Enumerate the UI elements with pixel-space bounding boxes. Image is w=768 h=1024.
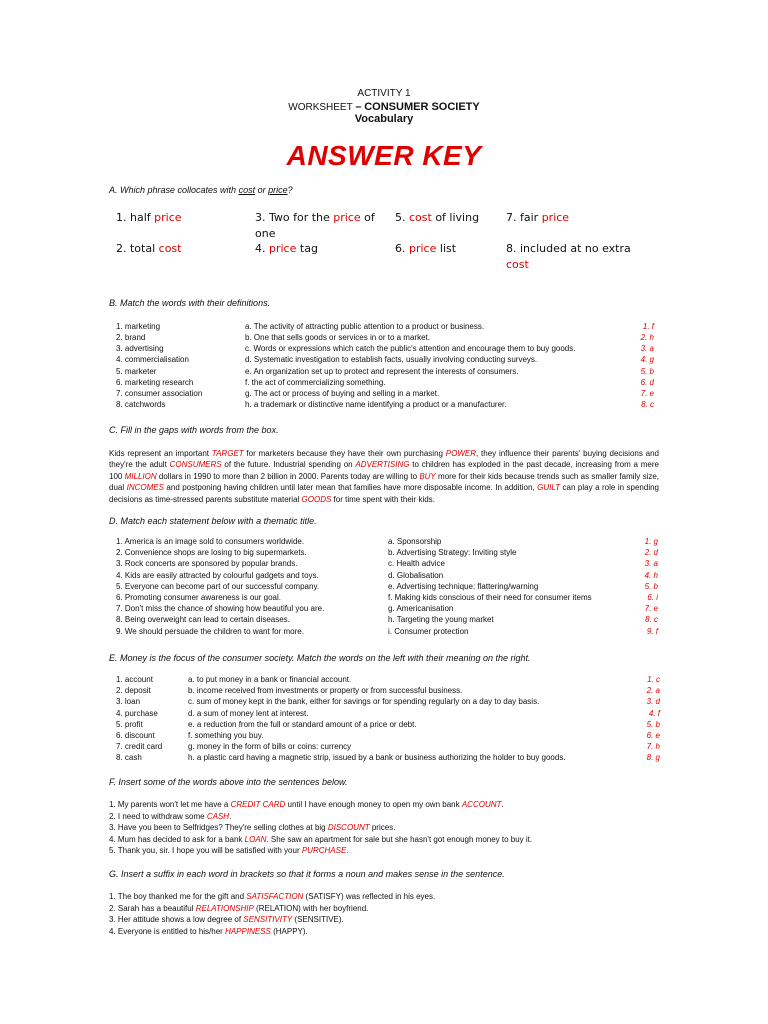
statement-row-answer: 4. h [644,570,658,580]
paragraph-text: and postponing having children until later mean that families have more disposable income. In addition, [163,483,538,493]
definition-row-left: 1. marketing [116,322,161,331]
statement-row-left: 7. Don't miss the chance of showing how beautiful you are. [116,604,325,614]
statement-row-left: 8. Being overweight can lead to certain diseases. [116,615,290,625]
statement-row-right: c. Health advice [388,559,445,569]
suffix-sentence [109,926,308,937]
paragraph-text: more for their kids because trends such as smaller family size, dual [109,471,660,493]
statement-row [0,592,768,603]
money-row [0,708,768,719]
definition-row-answer: 7. e [640,388,654,398]
section-a-question [109,185,293,195]
gap-answer: TARGET [211,449,244,458]
insert-sentence-answer: ACCOUNT [461,800,502,809]
section-a-or: or [255,185,269,195]
definition-row-answer: 2. h [640,333,654,343]
collocation-answer: price [269,242,297,255]
statement-row [0,581,768,592]
paragraph-text: dollars in 1990 to more than 2 billion in 2000. Parents today are willing to [156,471,420,481]
money-row [0,696,768,707]
suffix-sentence-answer: SENSITIVITY [243,915,293,925]
definition-row-right: e. An organization set up to protect and represent the interests of consumers. [245,366,519,376]
definition-row-answer: 6. d [640,377,654,387]
insert-sentence-text: 5. Thank you, sir. I hope you will be satisfied with your [109,846,302,856]
insert-sentence [109,811,231,822]
collocation-text-end: list [436,242,457,255]
insert-sentence-text: until I have enough money to open my own bank [285,800,462,809]
money-row [0,752,768,763]
insert-sentence [109,845,349,856]
definition-row-left: 5. marketer [116,366,157,376]
statement-row-right: d. Globalisation [388,570,444,580]
collocation-text: 7. fair [506,211,542,224]
insert-sentence-text: prices. [369,823,396,833]
definition-row-right: f. the act of commercializing something. [245,377,386,387]
section-a-question-mark: ? [287,185,293,195]
statement-row-answer: 6. i [647,593,658,602]
insert-sentence-answer: CASH [206,811,230,821]
insert-sentence-text: 1. My parents won't let me have a [109,800,231,809]
definition-row-left: 3. advertising [116,344,164,354]
money-row-answer: 4. f [648,708,660,718]
consumer-society-label: CONSUMER SOCIETY [364,101,480,113]
collocation-text: 8. included at no extra [506,242,631,255]
section-e-question: E. Money is the focus of the consumer society. Match the words on the left with their meaning on the right. [109,653,531,663]
insert-sentence-answer: CREDIT CARD [230,800,286,809]
money-row-right: c. sum of money kept in the bank, either for savings or for spending regularly on a day to day basis. [188,697,540,707]
collocation-item [116,210,256,226]
money-row-right: b. income received from investments or property or from successful business. [188,686,463,696]
statement-row-right: e. Advertising technique: flattering/warning [388,581,539,591]
money-row-left: 2. deposit [116,686,151,696]
worksheet-title [0,101,768,113]
paragraph-text: can play a role in spending decisions as time-stressed parents substitute material [109,483,659,504]
insert-sentence-text: . [229,811,232,821]
money-row-answer: 6. e [646,731,660,740]
money-row-answer: 8. g [646,753,660,763]
collocation-text: 1. half [116,211,155,224]
suffix-sentence-text: 1. The boy thanked me for the gift and [109,892,247,901]
collocation-item [255,210,383,242]
gap-answer: BUY [419,471,436,481]
insert-sentence-answer: DISCOUNT [327,823,370,833]
definition-row-answer: 4. g [640,355,654,365]
definition-row [0,399,768,410]
definition-row-answer: 8. c [641,400,654,410]
section-a-price-word: price [268,185,288,195]
suffix-sentence-answer: HAPPINESS [225,926,271,936]
definition-row-left: 8. catchwords [116,400,166,410]
statement-row-left: 5. Everyone can become part of our successful company. [116,581,320,591]
collocation-item [116,241,256,257]
statement-row-right: b. Advertising Strategy: Inviting style [388,548,517,558]
suffix-sentence [109,914,344,925]
insert-sentence [109,834,532,845]
definition-row [0,377,768,388]
statement-row-answer: 8. c [645,615,658,625]
definition-row-answer: 3. a [640,344,654,354]
money-row-right: a. to put money in a bank or financial account. [188,675,352,684]
definition-row [0,321,768,332]
insert-sentence-text: . [501,800,504,809]
collocation-text: 5. [395,211,409,224]
insert-sentence-text: . [346,846,349,856]
insert-sentence [109,799,504,810]
statement-row [0,614,768,625]
paragraph-text: of the future. Industrial spending on [221,460,356,470]
statement-row-right: i. Consumer protection [388,626,469,636]
collocation-answer: price [541,211,570,224]
collocation-item [255,241,383,257]
paragraph-text: to children has exploded in the past decade, increasing from a mere 100 [109,460,659,481]
money-row-left: 3. loan [116,697,141,707]
gap-answer: GOODS [301,494,332,504]
statement-row-left: 9. We should persuade the children to want for more. [116,626,304,636]
money-row-right: g. money in the form of bills or coins: currency [188,742,352,752]
section-c-question: C. Fill in the gaps with words from the box. [109,425,279,435]
paragraph-text: for time spent with their kids. [331,494,435,504]
statement-row-answer: 2. d [644,548,658,558]
section-a-cost-word: cost [238,185,256,195]
suffix-sentence [109,891,435,902]
definition-row-right: g. The act or process of buying and selling in a market. [245,388,440,398]
collocation-text: 6. [395,242,409,255]
gap-answer: CONSUMERS [169,460,222,470]
definition-row-left: 4. commercialisation [116,355,189,365]
statement-row-right: a. Sponsorship [388,537,442,546]
money-row-left: 1. account [116,675,153,684]
collocation-item [506,210,646,226]
money-row-left: 4. purchase [116,708,158,718]
money-row-answer: 3. d [646,697,660,707]
suffix-sentence-text: 4. Everyone is entitled to his/her [109,926,226,936]
title-dash: – [355,101,362,113]
statement-row-left: 4. Kids are easily attracted by colourful gadgets and toys. [116,570,319,580]
money-row-answer: 5. b [646,719,660,729]
definition-row-right: a. The activity of attracting public attention to a product or business. [245,322,485,331]
insert-sentence-text: 2. I need to withdraw some [109,811,207,821]
statement-row-right: h. Targeting the young market [388,615,494,625]
definition-row [0,388,768,399]
definition-row-left: 2. brand [116,333,146,343]
gap-answer: GUILT [537,483,561,493]
money-row-answer: 7. h [646,742,660,752]
suffix-sentence-text: 3. Her attitude shows a low degree of [109,915,244,925]
definition-row [0,354,768,365]
paragraph-text: Kids represent an important [109,449,212,458]
suffix-sentence [109,903,368,914]
statement-row-left: 6. Promoting consumer awareness is our goal. [116,593,281,602]
definition-row-right: h. a trademark or distinctive name identifying a product or a manufacturer. [245,400,507,410]
statement-row [0,603,768,614]
suffix-sentence-answer: SATISFACTION [246,892,304,901]
money-row-left: 6. discount [116,731,155,740]
money-row-answer: 1. c [647,675,660,684]
insert-sentence-text: 3. Have you been to Selfridges? They're selling clothes at big [109,823,328,833]
definition-row [0,366,768,377]
statement-row-answer: 5. b [644,581,658,591]
suffix-sentence-text: (RELATION) with her boyfriend. [253,903,369,913]
insert-sentence-text: . She saw an apartment for sale but she hasn't got enough money to buy it. [266,834,533,844]
activity-label: ACTIVITY 1 [357,88,411,99]
section-b-question: B. Match the words with their definitions. [109,298,271,308]
money-row-right: h. a plastic card having a magnetic strip, issued by a bank or business authorizing the holder to buy goods. [188,753,566,763]
statement-row-left: 2. Convenience shops are losing to big supermarkets. [116,548,307,558]
collocation-answer: price [333,211,361,224]
statement-row-answer: 1. g [644,537,658,546]
statement-row [0,536,768,547]
statement-row-left: 1. America is an image sold to consumers worldwide. [116,537,305,546]
statement-row-answer: 7. e [644,604,658,614]
money-row-left: 8. cash [116,753,142,763]
statement-row-right: f. Making kids conscious of their need for consumer items [388,593,592,602]
statement-row [0,626,768,637]
definition-row [0,343,768,354]
money-row-right: e. a reduction from the full or standard amount of a price or debt. [188,719,417,729]
collocation-answer: price [154,211,182,224]
definition-row [0,332,768,343]
statement-row-answer: 9. f [646,626,658,636]
suffix-sentence-text: (SENSITIVE). [292,915,344,925]
money-row [0,674,768,685]
definition-row-right: d. Systematic investigation to establish facts, usually involving conducting surveys. [245,355,538,365]
money-row-answer: 2. a [646,686,660,696]
section-c-paragraph [109,448,659,505]
collocation-answer: cost [158,242,182,255]
collocation-text-end: tag [296,242,318,255]
insert-sentence-answer: PURCHASE [301,846,347,856]
suffix-sentence-text: (HAPPY). [270,926,308,936]
money-row [0,719,768,730]
statement-row [0,547,768,558]
section-d-question: D. Match each statement below with a thematic title. [109,516,317,526]
section-a-question-text: A. Which phrase collocates with [109,185,239,195]
gap-answer: INCOMES [126,483,164,493]
definition-row-left: 6. marketing research [116,377,194,387]
statement-row-answer: 3. a [644,559,658,569]
collocation-text: 4. [255,242,269,255]
vocabulary-subtitle: Vocabulary [354,113,414,125]
worksheet-label: WORKSHEET [288,102,353,113]
money-row [0,685,768,696]
collocation-text: 3. Two for the [255,211,334,224]
collocation-text: 2. total [116,242,159,255]
insert-sentence-text: 4. Mum has decided to ask for a bank [109,834,245,844]
answer-key-heading: ANSWER KEY [286,140,482,171]
collocation-text-end: of living [431,211,480,224]
suffix-sentence-text: 2. Sarah has a beautiful [109,903,196,913]
money-row-right: f. something you buy. [188,731,264,740]
money-row-right: d. a sum of money lent at interest. [188,708,309,718]
collocation-text-end: of one [255,211,375,240]
collocation-item [506,241,646,273]
gap-answer: MILLION [124,471,157,481]
statement-row-left: 3. Rock concerts are sponsored by popular brands. [116,559,298,569]
statement-row [0,570,768,581]
statement-row-right: g. Americanisation [388,604,454,614]
paragraph-text: for marketers because they have their own purchasing [243,449,446,458]
definition-row-answer: 1. f [642,322,654,331]
definition-row-answer: 5. b [640,366,654,376]
collocation-answer: price [409,242,437,255]
collocation-answer: cost [506,258,529,271]
money-row-left: 5. profit [116,719,143,729]
section-f-question: F. Insert some of the words above into the sentences below. [109,777,348,787]
money-row-left: 7. credit card [116,742,163,752]
definition-row-right: b. One that sells goods or services in or to a market. [245,333,430,343]
gap-answer: ADVERTISING [355,460,410,470]
money-row [0,741,768,752]
collocation-answer: cost [409,211,432,224]
definition-row-right: c. Words or expressions which catch the public's attention and encourage them to buy goods. [245,344,576,354]
insert-sentence [109,822,395,833]
definition-row-left: 7. consumer association [116,388,203,398]
money-row [0,730,768,741]
suffix-sentence-text: (SATISFY) was reflected in his eyes. [303,892,436,901]
suffix-sentence-answer: RELATIONSHIP [195,903,254,913]
section-g-question: G. Insert a suffix in each word in brackets so that it forms a noun and makes sense in the sentence. [109,869,505,879]
statement-row [0,558,768,569]
insert-sentence-answer: LOAN [244,834,267,844]
gap-answer: POWER [445,449,477,458]
paragraph-text: , they influence their parents' buying decisions and they're the adult [109,449,659,470]
